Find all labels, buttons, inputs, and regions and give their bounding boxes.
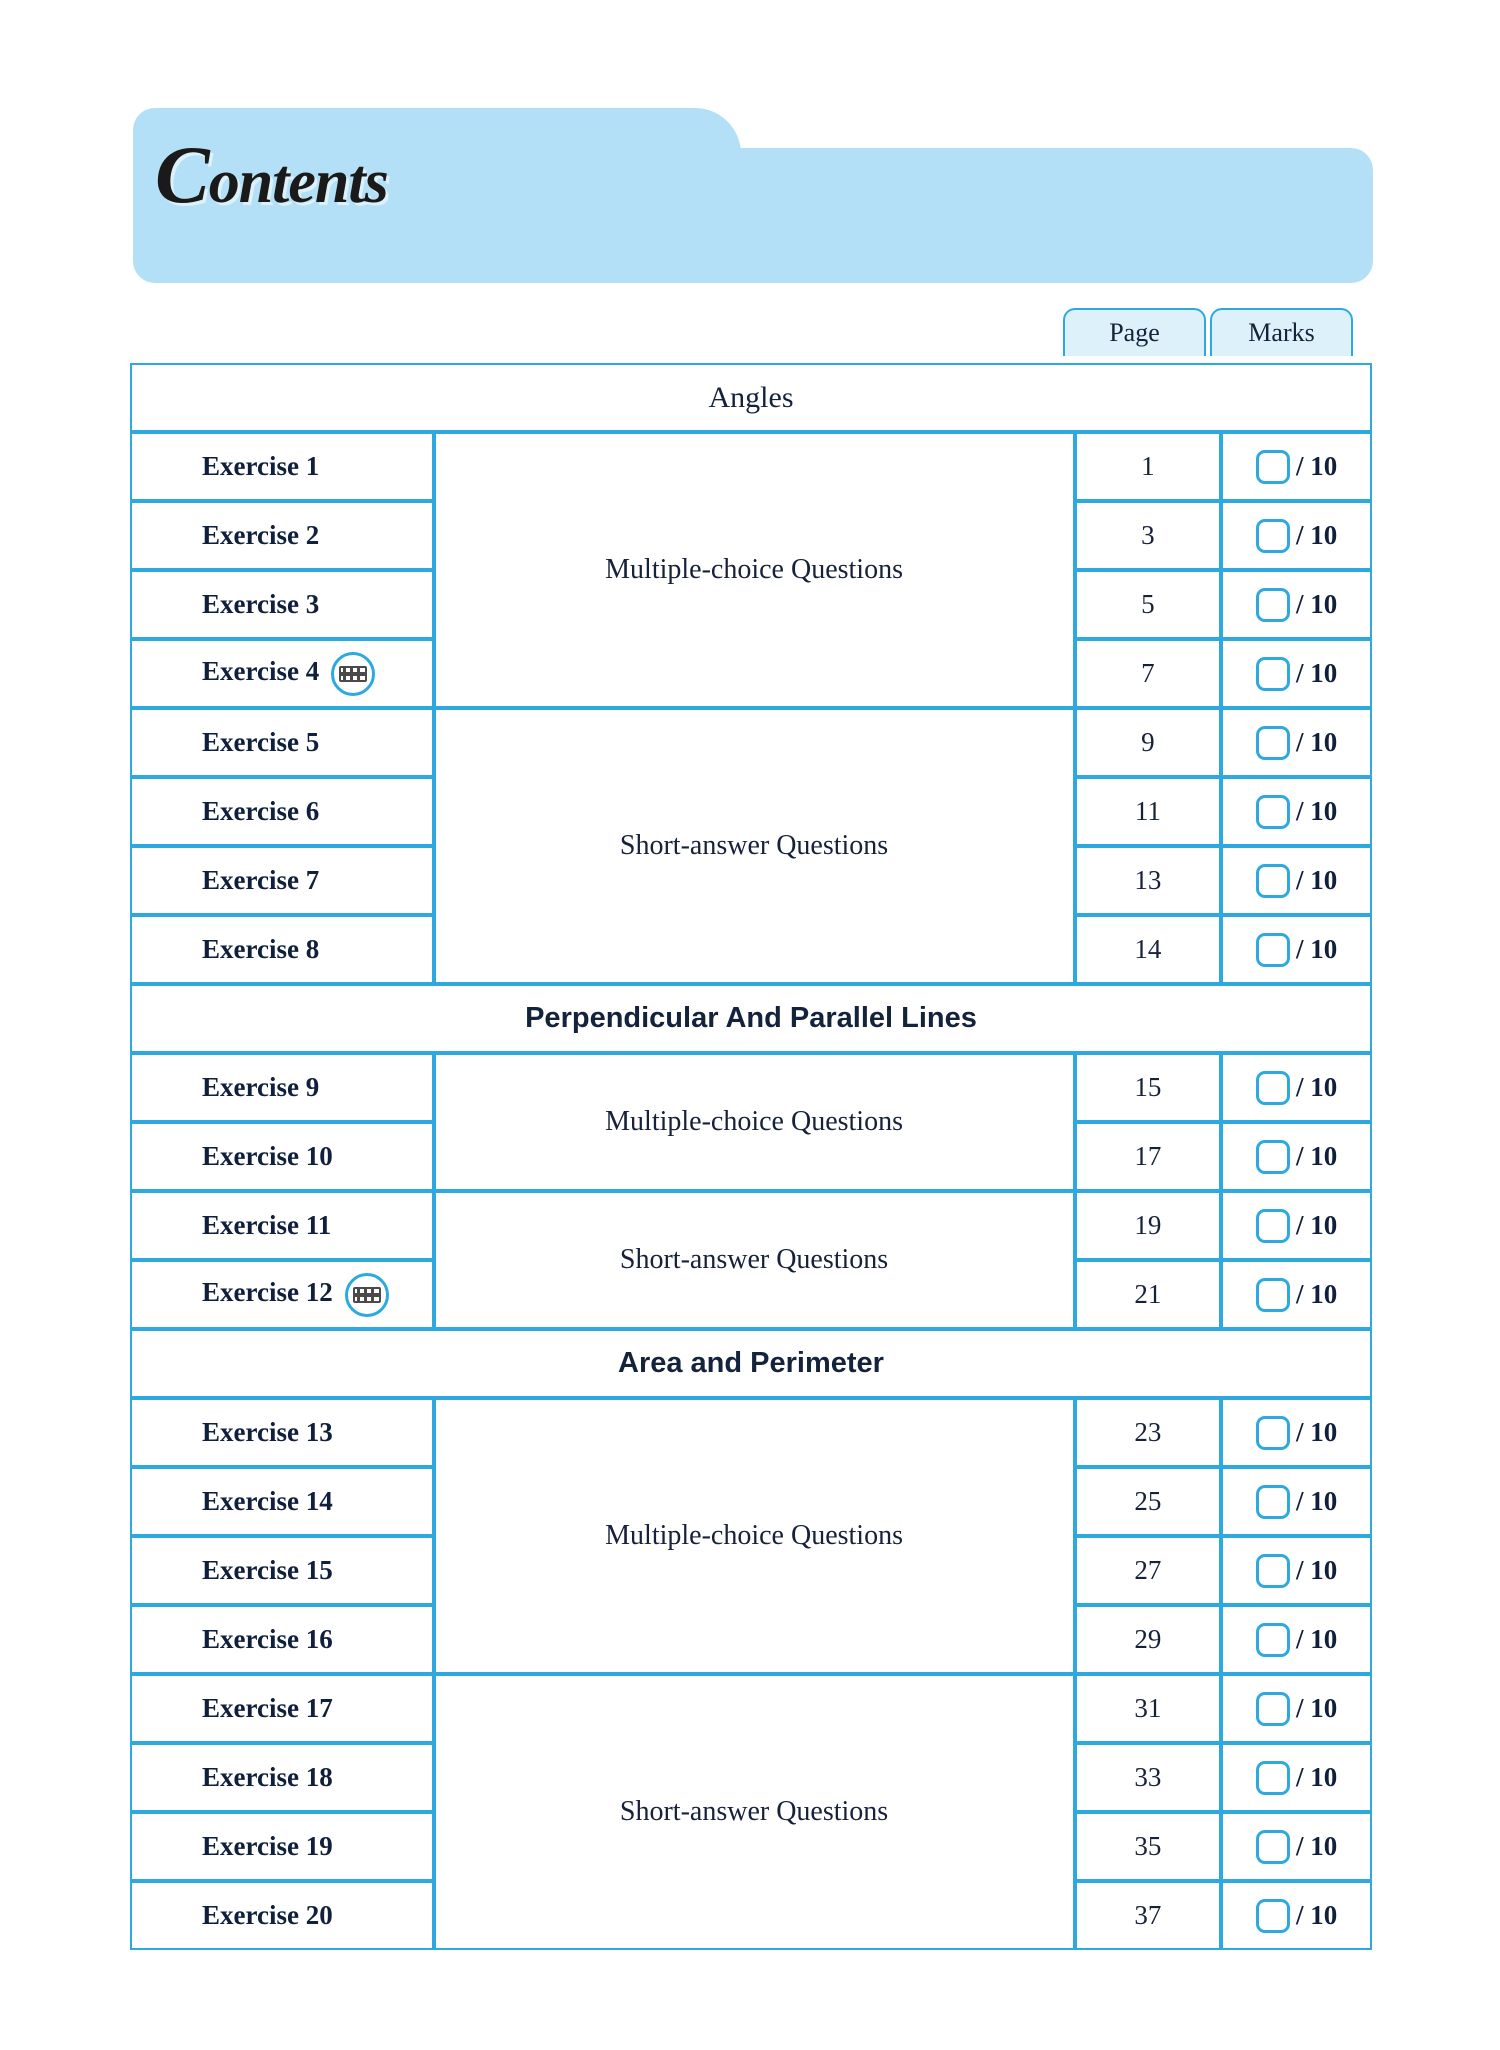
exercise-name: Exercise 4 — [202, 655, 320, 686]
exercise-name: Exercise 16 — [202, 1624, 333, 1654]
exercise-label[interactable] — [130, 1467, 434, 1536]
table-row — [130, 1398, 1372, 1467]
marks-cell — [1221, 1053, 1372, 1122]
section-header-row — [130, 363, 1372, 432]
exercise-label[interactable] — [130, 570, 434, 639]
marks-checkbox[interactable] — [1256, 1899, 1290, 1933]
exercise-label[interactable] — [130, 1053, 434, 1122]
exercise-name: Exercise 9 — [202, 1072, 320, 1102]
page-number: 3 — [1075, 501, 1222, 570]
exercise-name: Exercise 19 — [202, 1831, 333, 1861]
marks-checkbox[interactable] — [1256, 1140, 1290, 1174]
exercise-label[interactable] — [130, 432, 434, 501]
exercise-label[interactable] — [130, 1260, 434, 1329]
exercise-name: Exercise 7 — [202, 865, 320, 895]
exercise-label[interactable] — [130, 777, 434, 846]
marks-checkbox[interactable] — [1256, 588, 1290, 622]
exercise-name: Exercise 18 — [202, 1762, 333, 1792]
table-row — [130, 1053, 1372, 1122]
marks-checkbox[interactable] — [1256, 1761, 1290, 1795]
marks-cell — [1221, 846, 1372, 915]
exercise-label[interactable] — [130, 639, 434, 708]
page-number: 29 — [1075, 1605, 1222, 1674]
marks-checkbox[interactable] — [1256, 795, 1290, 829]
marks-total: / 10 — [1295, 1831, 1338, 1861]
exercise-name: Exercise 5 — [202, 727, 320, 757]
marks-checkbox[interactable] — [1256, 864, 1290, 898]
page-title-initial: C — [155, 129, 209, 220]
marks-total: / 10 — [1295, 1417, 1338, 1447]
marks-total: / 10 — [1295, 520, 1338, 550]
exercise-name: Exercise 2 — [202, 520, 320, 550]
marks-total: / 10 — [1295, 1555, 1338, 1585]
exercise-name: Exercise 17 — [202, 1693, 333, 1723]
marks-cell — [1221, 915, 1372, 984]
marks-checkbox[interactable] — [1256, 1554, 1290, 1588]
marks-cell — [1221, 1467, 1372, 1536]
table-row — [130, 708, 1372, 777]
section-title: Area and Perimeter — [130, 1329, 1372, 1398]
exercise-label[interactable] — [130, 1743, 434, 1812]
page-number: 23 — [1075, 1398, 1222, 1467]
marks-cell — [1221, 1743, 1372, 1812]
marks-checkbox[interactable] — [1256, 519, 1290, 553]
marks-checkbox[interactable] — [1256, 933, 1290, 967]
page-number: 35 — [1075, 1812, 1222, 1881]
exercise-name: Exercise 12 — [202, 1276, 333, 1307]
video-clip-icon[interactable] — [345, 1273, 389, 1317]
page-number: 5 — [1075, 570, 1222, 639]
marks-cell — [1221, 1191, 1372, 1260]
marks-total: / 10 — [1295, 1486, 1338, 1516]
page-number: 7 — [1075, 639, 1222, 708]
exercise-name: Exercise 3 — [202, 589, 320, 619]
exercise-name: Exercise 15 — [202, 1555, 333, 1585]
marks-cell — [1221, 777, 1372, 846]
exercise-name: Exercise 1 — [202, 451, 320, 481]
contents-table — [130, 363, 1372, 1950]
page-number: 31 — [1075, 1674, 1222, 1743]
marks-cell — [1221, 708, 1372, 777]
section-header-row — [130, 1329, 1372, 1398]
page-title-rest: ontents — [208, 148, 388, 216]
page-number: 13 — [1075, 846, 1222, 915]
marks-cell — [1221, 1398, 1372, 1467]
marks-cell — [1221, 432, 1372, 501]
section-title: Angles — [130, 363, 1372, 432]
exercise-label[interactable] — [130, 1812, 434, 1881]
marks-total: / 10 — [1295, 796, 1338, 826]
marks-cell — [1221, 1260, 1372, 1329]
marks-cell — [1221, 1674, 1372, 1743]
marks-checkbox[interactable] — [1256, 1692, 1290, 1726]
page-title — [155, 128, 388, 222]
exercise-label[interactable] — [130, 1605, 434, 1674]
marks-total: / 10 — [1295, 1279, 1338, 1309]
marks-checkbox[interactable] — [1256, 1416, 1290, 1450]
marks-total: / 10 — [1295, 658, 1338, 688]
table-row — [130, 1191, 1372, 1260]
table-row — [130, 1674, 1372, 1743]
question-type: Short-answer Questions — [434, 708, 1075, 984]
page-number: 11 — [1075, 777, 1222, 846]
marks-total: / 10 — [1295, 1624, 1338, 1654]
marks-total: / 10 — [1295, 1762, 1338, 1792]
marks-cell — [1221, 1605, 1372, 1674]
marks-cell — [1221, 1536, 1372, 1605]
marks-total: / 10 — [1295, 1210, 1338, 1240]
page-number: 15 — [1075, 1053, 1222, 1122]
page-number: 19 — [1075, 1191, 1222, 1260]
marks-total: / 10 — [1295, 589, 1338, 619]
marks-total: / 10 — [1295, 934, 1338, 964]
exercise-label[interactable] — [130, 1122, 434, 1191]
section-title: Perpendicular And Parallel Lines — [130, 984, 1372, 1053]
marks-cell — [1221, 570, 1372, 639]
page-number: 9 — [1075, 708, 1222, 777]
question-type: Short-answer Questions — [434, 1191, 1075, 1329]
table-row — [130, 432, 1372, 501]
video-clip-icon[interactable] — [331, 652, 375, 696]
page-number: 1 — [1075, 432, 1222, 501]
question-type: Multiple-choice Questions — [434, 432, 1075, 708]
exercise-label[interactable] — [130, 1674, 434, 1743]
exercise-name: Exercise 10 — [202, 1141, 333, 1171]
marks-cell — [1221, 1812, 1372, 1881]
exercise-label[interactable] — [130, 846, 434, 915]
exercise-label[interactable] — [130, 501, 434, 570]
column-header-page: Page — [1063, 308, 1206, 356]
exercise-label[interactable] — [130, 915, 434, 984]
marks-total: / 10 — [1295, 1693, 1338, 1723]
marks-checkbox[interactable] — [1256, 1278, 1290, 1312]
exercise-label[interactable] — [130, 708, 434, 777]
exercise-name: Exercise 14 — [202, 1486, 333, 1516]
marks-total: / 10 — [1295, 1072, 1338, 1102]
marks-checkbox[interactable] — [1256, 450, 1290, 484]
exercise-name: Exercise 11 — [202, 1210, 332, 1240]
marks-checkbox[interactable] — [1256, 726, 1290, 760]
exercise-label[interactable] — [130, 1191, 434, 1260]
page-number: 17 — [1075, 1122, 1222, 1191]
marks-cell — [1221, 1881, 1372, 1950]
marks-total: / 10 — [1295, 1900, 1338, 1930]
marks-checkbox[interactable] — [1256, 1485, 1290, 1519]
marks-checkbox[interactable] — [1256, 1071, 1290, 1105]
marks-checkbox[interactable] — [1256, 1830, 1290, 1864]
page-number: 37 — [1075, 1881, 1222, 1950]
marks-total: / 10 — [1295, 865, 1338, 895]
question-type: Multiple-choice Questions — [434, 1398, 1075, 1674]
exercise-name: Exercise 6 — [202, 796, 320, 826]
page-number: 14 — [1075, 915, 1222, 984]
marks-checkbox[interactable] — [1256, 1623, 1290, 1657]
marks-cell — [1221, 501, 1372, 570]
marks-total: / 10 — [1295, 1141, 1338, 1171]
marks-checkbox[interactable] — [1256, 657, 1290, 691]
question-type: Short-answer Questions — [434, 1674, 1075, 1950]
exercise-name: Exercise 8 — [202, 934, 320, 964]
section-header-row — [130, 984, 1372, 1053]
table-header-tabs — [1063, 308, 1353, 356]
exercise-name: Exercise 20 — [202, 1900, 333, 1930]
page-number: 27 — [1075, 1536, 1222, 1605]
marks-total: / 10 — [1295, 451, 1338, 481]
marks-checkbox[interactable] — [1256, 1209, 1290, 1243]
question-type: Multiple-choice Questions — [434, 1053, 1075, 1191]
page-number: 33 — [1075, 1743, 1222, 1812]
marks-total: / 10 — [1295, 727, 1338, 757]
exercise-name: Exercise 13 — [202, 1417, 333, 1447]
exercise-label[interactable] — [130, 1536, 434, 1605]
marks-cell — [1221, 1122, 1372, 1191]
exercise-label[interactable] — [130, 1398, 434, 1467]
column-header-marks: Marks — [1210, 308, 1353, 356]
page-number: 25 — [1075, 1467, 1222, 1536]
exercise-label[interactable] — [130, 1881, 434, 1950]
marks-cell — [1221, 639, 1372, 708]
page-number: 21 — [1075, 1260, 1222, 1329]
